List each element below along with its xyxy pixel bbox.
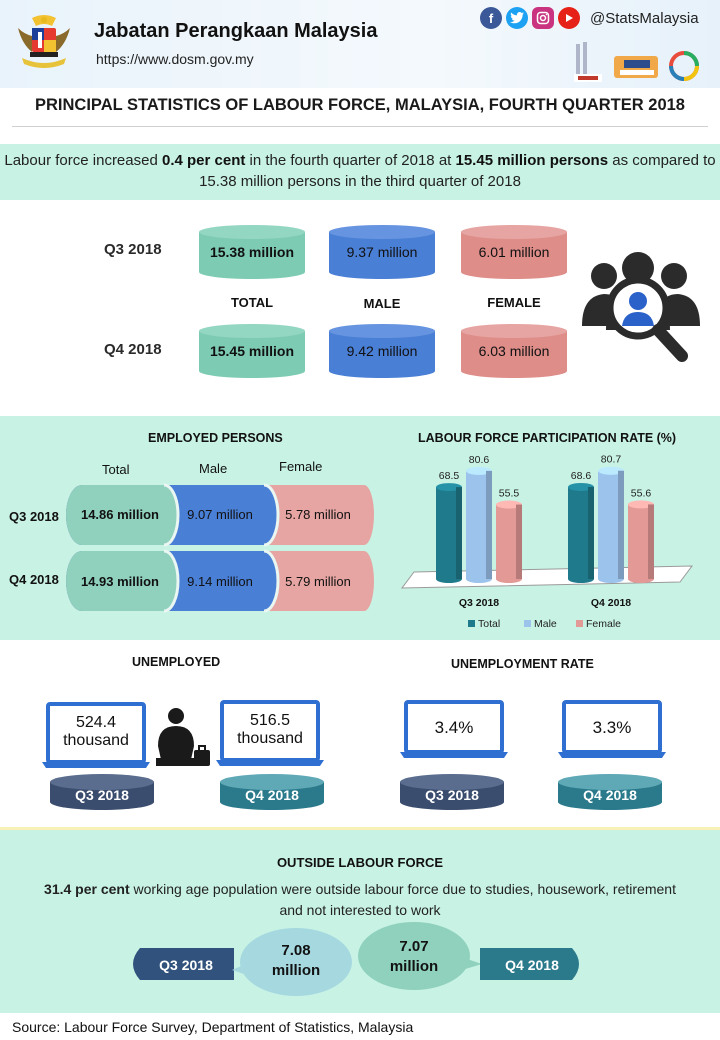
summary-text-post: as compared to 15.38 million persons in the third quarter of 2018 — [199, 152, 716, 190]
legend-swatch-female — [576, 620, 583, 627]
outside-percentage: 31.4 per cent — [44, 881, 130, 897]
employed-q4-total-value: 14.93 million — [80, 574, 160, 589]
lf-q3-male-value: 9.37 million — [346, 244, 418, 260]
page-title: PRINCIPAL STATISTICS OF LABOUR FORCE, MALAYSIA, FOURTH QUARTER 2018 — [35, 96, 685, 114]
bar-male-q4-2018 — [598, 467, 624, 583]
unemployed-q3-value — [48, 714, 144, 750]
data-label-total-1: 68.6 — [570, 469, 592, 482]
organization-url[interactable]: https://www.dosm.gov.my — [96, 51, 254, 67]
data-label-total-0: 68.5 — [438, 470, 460, 483]
summary-text-mid: in the fourth quarter of 2018 at — [245, 152, 456, 169]
summary-labour-force-value: 15.45 million persons — [455, 152, 609, 169]
event-logos-icon — [572, 40, 712, 84]
employed-q4-label: Q4 2018 — [9, 572, 59, 587]
unemployment-rate-q4-label: Q4 2018 — [583, 787, 637, 803]
lf-header-male: MALE — [363, 296, 401, 311]
bar-total-q4-2018 — [568, 483, 594, 583]
organization-name: Jabatan Perangkaan Malaysia — [94, 20, 378, 42]
legend-label-female: Female — [586, 618, 622, 630]
lf-q3-total-value: 15.38 million — [209, 244, 295, 260]
twitter-icon[interactable] — [506, 7, 528, 29]
unemployed-q4-number: 516.5 — [249, 712, 291, 729]
employed-q4-male-value: 9.14 million — [187, 574, 253, 589]
instagram-icon[interactable] — [532, 7, 554, 29]
bar-female-q3-2018 — [496, 501, 522, 583]
category-label-1: Q4 2018 — [590, 597, 632, 609]
data-label-male-0: 80.6 — [468, 453, 490, 466]
outside-q4-value — [362, 937, 466, 977]
outside-title: OUTSIDE LABOUR FORCE — [276, 855, 444, 870]
lf-q4-total-value: 15.45 million — [209, 343, 295, 359]
unemployment-rate-q3-label: Q3 2018 — [425, 787, 479, 803]
youtube-icon[interactable] — [558, 7, 580, 29]
unemployed-q3-label: Q3 2018 — [75, 787, 129, 803]
unemployed-q4-value — [222, 712, 318, 748]
legend-label-total: Total — [478, 618, 501, 630]
outside-desc-rest: working age population were outside labour force due to studies, housework, retirement — [129, 881, 676, 897]
employed-q3-male-value: 9.07 million — [187, 507, 253, 522]
unemployed-q3-unit: thousand — [63, 732, 129, 749]
employed-header-male: Male — [199, 461, 228, 476]
outside-q3-number: 7.08 — [281, 942, 311, 959]
employed-title: EMPLOYED PERSONS — [148, 431, 283, 445]
malaysia-coat-of-arms-icon — [12, 14, 76, 70]
source-note: Source: Labour Force Survey, Department of Statistics, Malaysia — [12, 1019, 414, 1035]
outside-q3-label: Q3 2018 — [159, 957, 213, 973]
employed-q3-female-value: 5.78 million — [285, 507, 351, 522]
legend-swatch-male — [524, 620, 531, 627]
lf-q4-female-value: 6.03 million — [478, 343, 550, 359]
employed-q3-total-value: 14.86 million — [80, 507, 160, 522]
lf-q3-label: Q3 2018 — [104, 241, 162, 258]
lf-q4-label: Q4 2018 — [104, 341, 162, 358]
unemployed-q4-unit: thousand — [237, 730, 303, 747]
summary-banner — [0, 144, 720, 200]
unemployment-rate-title: UNEMPLOYMENT RATE — [451, 657, 594, 671]
facebook-icon[interactable]: f — [480, 7, 502, 29]
lfpr-chart — [396, 450, 712, 636]
bar-total-q3-2018 — [436, 483, 462, 583]
unemployed-person-icon — [150, 706, 212, 770]
outside-q4-label: Q4 2018 — [505, 957, 559, 973]
social-handle[interactable]: @StatsMalaysia — [590, 10, 699, 27]
summary-text-pre: Labour force increased — [4, 152, 162, 169]
outside-q4-number: 7.07 — [399, 938, 429, 955]
outside-desc-line2: and not interested to work — [279, 902, 441, 918]
outside-q4-unit: million — [389, 958, 439, 975]
lf-q3-female-value: 6.01 million — [478, 244, 550, 260]
employed-q3-label: Q3 2018 — [9, 509, 59, 524]
title-divider — [12, 126, 708, 127]
bar-male-q3-2018 — [466, 467, 492, 583]
lfpr-chart-title: LABOUR FORCE PARTICIPATION RATE (%) — [418, 431, 677, 445]
employed-header-total: Total — [102, 462, 130, 477]
unemployment-rate-q4-value: 3.3% — [592, 718, 632, 737]
unemployment-rate-q3-value: 3.4% — [434, 718, 474, 737]
category-label-0: Q3 2018 — [458, 597, 500, 609]
unemployed-q3-number: 524.4 — [75, 714, 117, 731]
outside-q3-value — [244, 941, 348, 981]
people-search-icon — [578, 246, 704, 364]
data-label-female-1: 55.6 — [630, 487, 652, 500]
employed-header-female: Female — [279, 459, 323, 474]
outside-q3-unit: million — [271, 962, 321, 979]
legend-swatch-total — [468, 620, 475, 627]
legend-label-male: Male — [534, 618, 557, 630]
lf-q4-male-value: 9.42 million — [346, 343, 418, 359]
data-label-male-1: 80.7 — [600, 453, 622, 466]
bar-female-q4-2018 — [628, 500, 654, 583]
unemployed-q4-label: Q4 2018 — [245, 787, 299, 803]
employed-q4-female-value: 5.79 million — [285, 574, 351, 589]
summary-growth-rate: 0.4 per cent — [161, 152, 246, 169]
lf-header-female: FEMALE — [487, 295, 541, 310]
outside-description — [20, 879, 700, 921]
unemployed-title: UNEMPLOYED — [132, 655, 221, 669]
data-label-female-0: 55.5 — [498, 487, 520, 500]
lf-header-total: TOTAL — [230, 295, 274, 310]
